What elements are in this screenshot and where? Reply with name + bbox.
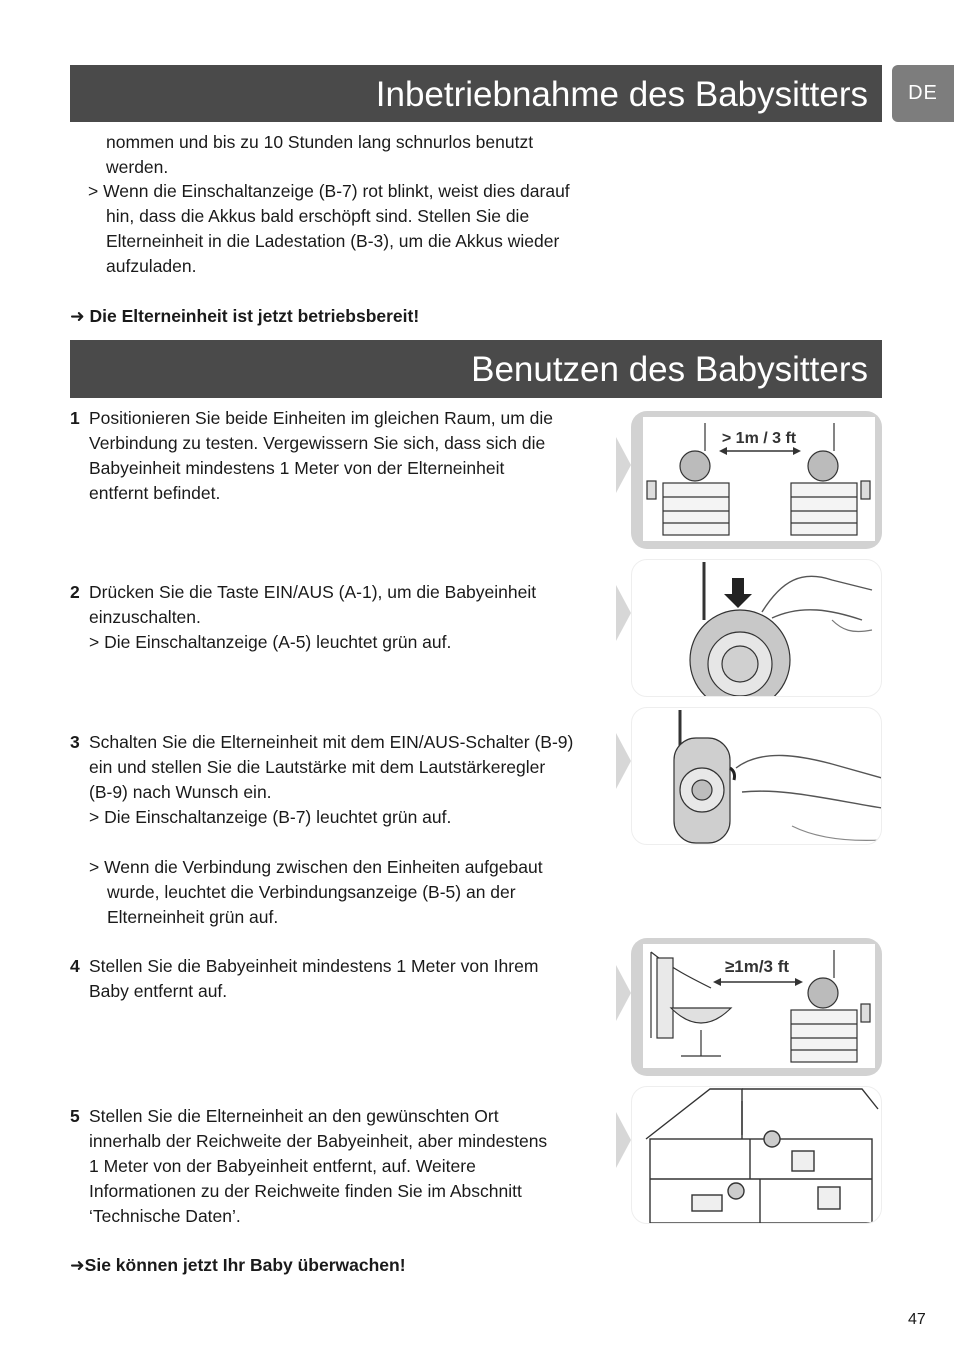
step-text-3: Schalten Sie die Elterneinheit mit dem EIN/AUS-Schalter (B-9) ein und stellen Sie die Lautstärke mit dem Lautstärkeregler (B-9) nach Wunsch ein. > Die Einschaltanzeige (B-7) leuchtet grün auf. (89, 732, 574, 827)
step-text-5: Stellen Sie die Elterneinheit an den gewünschten Ort innerhalb der Reichweite der Babyeinheit, aber mindestens 1 Meter von der Babyeinheit entfernt, auf. Weitere Informationen zu der Reichweite finden Sie im Abschnitt ‘Technische Daten’. (89, 1106, 548, 1226)
step-number-2: 2 (70, 582, 80, 602)
step-number-1: 1 (70, 408, 80, 428)
step-number-5: 5 (70, 1106, 80, 1126)
illustration-distance-test (631, 411, 882, 549)
illustration-house-range (631, 1086, 882, 1224)
step-number-4: 4 (70, 956, 80, 976)
distance-label: ≥1m/3 ft (724, 957, 790, 976)
result-ready: ➜ Die Elterneinheit ist jetzt betriebsbereit! (70, 306, 420, 326)
section-title-setup: Inbetriebnahme des Babysitters (70, 65, 882, 122)
battery-warning-text: > Wenn die Einschaltanzeige (B-7) rot blinkt, weist dies darauf hin, dass die Akkus bald erschöpft sind. Stellen Sie die Elterneinheit in die Ladestation (B-3), um die Akkus wieder aufzuladen. (88, 181, 570, 276)
illustration-parent-unit-switch (631, 707, 882, 845)
step-text-1: Positionieren Sie beide Einheiten im gleichen Raum, um die Verbindung zu testen. Vergewissern Sie sich, dass sich die Babyeinheit mindestens 1 Meter von der Elterneinheit entfernt befindet. (89, 408, 554, 503)
step-number-3: 3 (70, 732, 80, 752)
illustration-power-on-baby-unit (631, 559, 882, 697)
distance-label: > 1m / 3 ft (721, 430, 797, 447)
pointer-triangle (616, 585, 631, 641)
step-text-4: Stellen Sie die Babyeinheit mindestens 1 Meter von Ihrem Baby entfernt auf. (89, 956, 539, 1001)
continuation-text: nommen und bis zu 10 Stunden lang schnurlos benutzt werden. (106, 132, 534, 177)
pointer-triangle (616, 965, 631, 1021)
step-text-2: Drücken Sie die Taste EIN/AUS (A-1), um die Babyeinheit einzuschalten. > Die Einschaltanzeige (A-5) leuchtet grün auf. (89, 582, 537, 652)
page-number: 47 (908, 1311, 926, 1328)
section-title-usage: Benutzen des Babysitters (70, 340, 882, 398)
pointer-triangle (616, 733, 631, 789)
pointer-triangle (616, 437, 631, 493)
step-text-3-link: > Wenn die Verbindung zwischen den Einheiten aufgebaut wurde, leuchtet die Verbindungsanzeige (B-5) an der Elterneinheit grün auf. (89, 857, 543, 927)
result-monitoring: ➜Sie können jetzt Ihr Baby überwachen! (70, 1255, 406, 1275)
illustration-baby-distance (631, 938, 882, 1076)
pointer-triangle (616, 1112, 631, 1168)
language-tab: DE (892, 65, 954, 122)
